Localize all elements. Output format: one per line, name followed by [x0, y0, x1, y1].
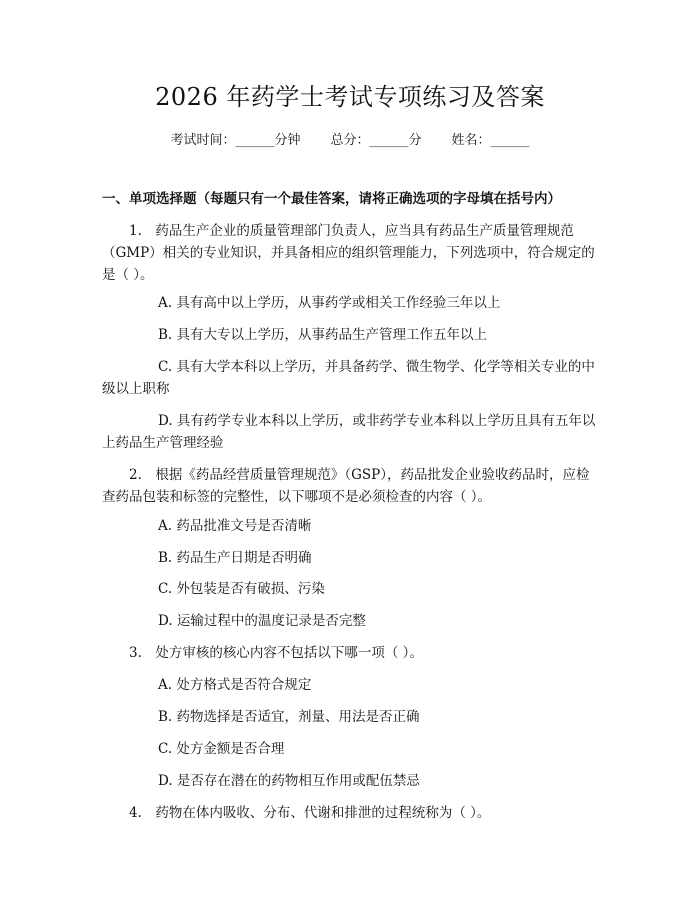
question-2-option-c: C. 外包装是否有破损、污染: [158, 581, 325, 597]
question-1-stem: 1. 药品生产企业的质量管理部门负责人，应当具有药品生产质量管理规范（GMP）相关的专业知识，并具备相应的组织管理能力，下列选项中，符合规定的是（ ）。: [102, 223, 595, 283]
question-3-option-c: C. 处方金额是否合理: [158, 741, 285, 757]
question-3-stem: 3. 处方审核的核心内容不包括以下哪一项（ ）。: [129, 645, 423, 661]
page-title: 2026 年药学士考试专项练习及答案: [155, 83, 545, 111]
exam-time-field: 考试时间：______分钟: [170, 133, 301, 148]
question-2-option-d: D. 运输过程中的温度记录是否完整: [158, 613, 366, 629]
question-1-option-d: D. 具有药学专业本科以上学历，或非药学专业本科以上学历且具有五年以上药品生产管理经验: [102, 413, 596, 451]
question-3-option-d: D. 是否存在潜在的药物相互作用或配伍禁忌: [158, 773, 420, 789]
section-heading: 一、单项选择题（每题只有一个最佳答案，请将正确选项的字母填在括号内）: [102, 191, 561, 207]
question-4-stem: 4. 药物在体内吸收、分布、代谢和排泄的过程统称为（ ）。: [129, 805, 491, 821]
question-2-option-b: B. 药品生产日期是否明确: [158, 550, 312, 566]
question-1-option-c: C. 具有大学本科以上学历，并具备药学、微生物学、化学等相关专业的中级以上职称: [102, 359, 595, 397]
question-3-option-b: B. 药物选择是否适宜，剂量、用法是否正确: [158, 709, 420, 725]
student-name-field: 姓名：______: [451, 133, 530, 148]
question-2-stem: 2. 根据《药品经营质量管理规范》（GSP），药品批发企业验收药品时，应检查药品包装和标签的完整性，以下哪项不是必须检查的内容（ ）。: [102, 467, 590, 505]
question-1-option-b: B. 具有大专以上学历，从事药品生产管理工作五年以上: [158, 327, 488, 343]
question-2-option-a: A. 药品批准文号是否清晰: [158, 518, 312, 534]
question-1-option-a: A. 具有高中以上学历，从事药学或相关工作经验三年以上: [158, 295, 501, 311]
total-score-field: 总分：______分: [330, 133, 422, 148]
exam-info-line: [0, 130, 700, 152]
question-3-option-a: A. 处方格式是否符合规定: [158, 677, 312, 693]
